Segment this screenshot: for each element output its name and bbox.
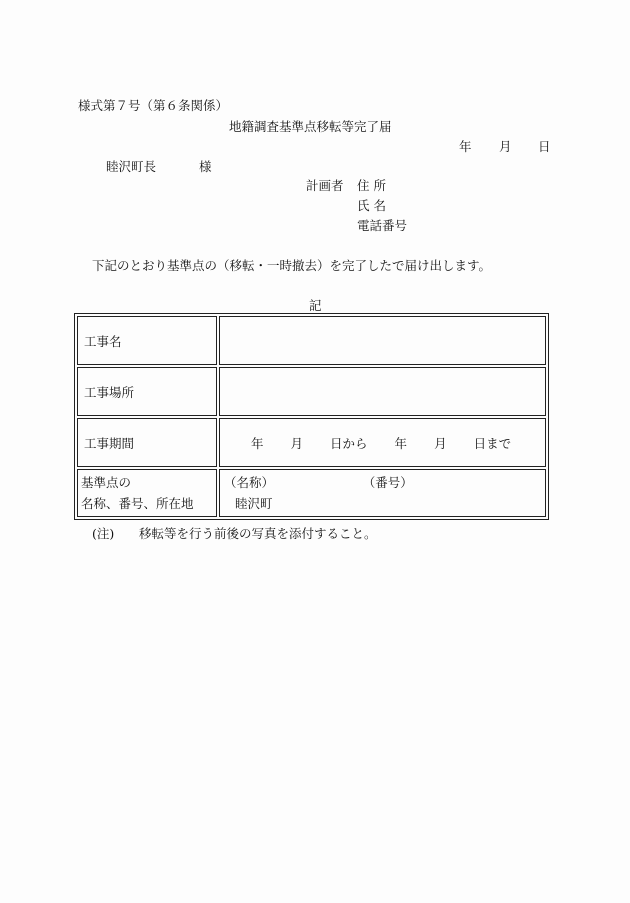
benchmark-label-line2: 名称、番号、所在地 xyxy=(81,496,194,511)
applicant-role-label: 計画者 xyxy=(306,178,344,193)
period-start-year: 年 xyxy=(251,435,264,451)
benchmark-field[interactable] xyxy=(219,469,546,517)
construction-period-label: 工事期間 xyxy=(77,418,217,467)
ki-heading: 記 xyxy=(309,298,322,313)
phone-label: 電話番号 xyxy=(357,218,408,233)
construction-site-label: 工事場所 xyxy=(77,367,217,416)
note-text: 移転等を行う前後の写真を添付すること。 xyxy=(139,526,377,541)
addressee-honorific: 様 xyxy=(199,159,212,174)
date-month: 月 xyxy=(499,139,512,154)
table-row xyxy=(77,367,546,416)
date-day: 日 xyxy=(538,139,551,154)
table-row xyxy=(77,316,546,365)
addressee-name: 睦沢町長 xyxy=(106,159,157,174)
name-label: 氏 名 xyxy=(357,198,386,213)
date-year: 年 xyxy=(459,139,472,154)
construction-site-field[interactable] xyxy=(219,367,546,416)
benchmark-location: 睦沢町 xyxy=(235,496,273,511)
period-end-day: 日まで xyxy=(473,435,512,451)
period-start-day: 日から xyxy=(330,435,368,451)
construction-period-field[interactable] xyxy=(219,418,546,467)
construction-name-field[interactable] xyxy=(219,316,546,365)
body-text: 下記のとおり基準点の（移転・一時撤去）を完了したで届け出します。 xyxy=(92,258,492,273)
benchmark-name-label: （名称） xyxy=(224,475,275,490)
form-title: 地籍調査基準点移転等完了届 xyxy=(229,119,392,134)
period-end-year: 年 xyxy=(394,435,408,451)
table-row xyxy=(77,418,546,467)
details-table xyxy=(74,313,549,520)
period-end-month: 月 xyxy=(434,435,447,451)
construction-name-label: 工事名 xyxy=(77,316,217,365)
period-start-month: 月 xyxy=(290,435,304,451)
table-row xyxy=(77,469,546,517)
benchmark-number-label: （番号） xyxy=(369,475,413,490)
address-label: 住 所 xyxy=(357,178,386,193)
benchmark-label-line1: 基準点の xyxy=(81,475,132,490)
note-label: (注) xyxy=(92,526,115,541)
form-number: 様式第７号（第６条関係） xyxy=(78,98,229,113)
benchmark-label xyxy=(77,469,217,517)
